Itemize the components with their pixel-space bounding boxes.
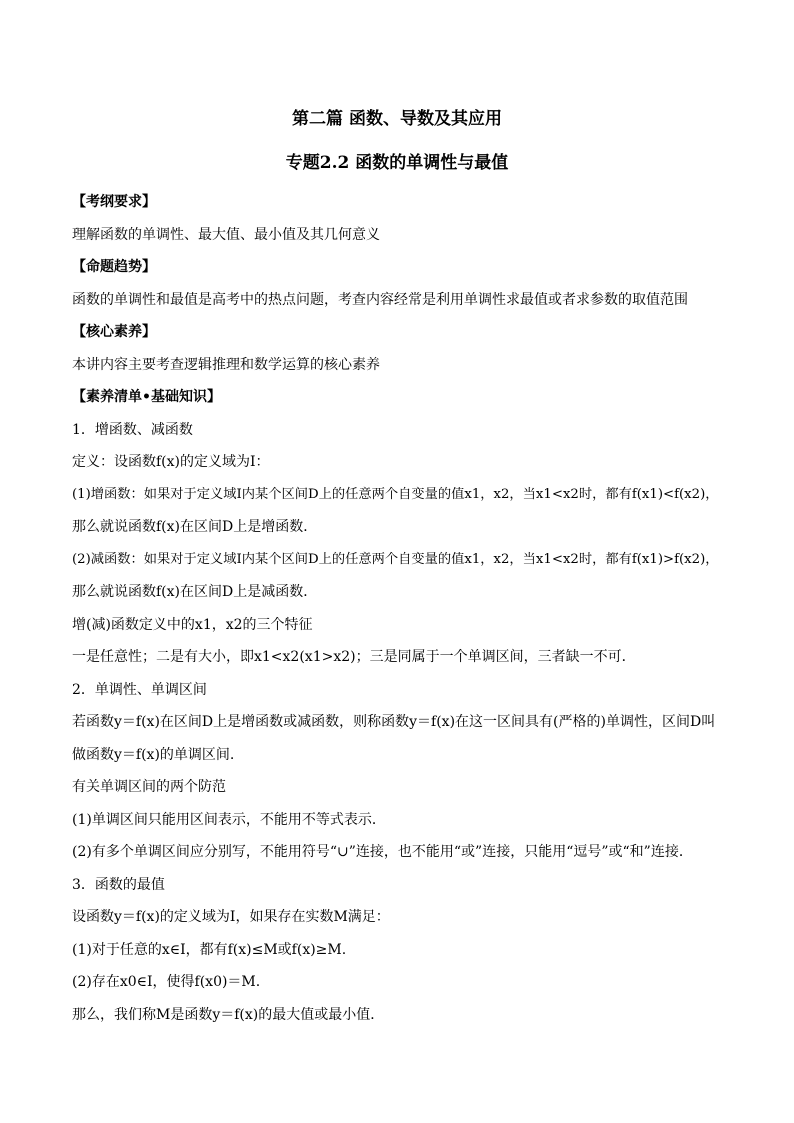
paragraph: 做函数y＝f(x)的单调区间. [72,746,235,763]
paragraph: 若函数y＝f(x)在区间D上是增函数或减函数，则称函数y＝f(x)在这一区间具有(严格的)单调性，区间D叫 [72,714,716,730]
subheading-monotonic-interval: 2．单调性、单调区间 [72,681,207,698]
document-body [72,186,722,1031]
paragraph: 那么，我们称M是函数y＝f(x)的最大值或最小值． [72,1006,385,1023]
paragraph: (1)增函数：如果对于定义域I内某个区间D上的任意两个自变量的值x1，x2，当x1<x2时，都有f(x1)<f(x2)， [72,486,719,502]
paragraph: 理解函数的单调性、最大值、最小值及其几何意义 [72,226,380,243]
paragraph: (1)对于任意的x∈I，都有f(x)≤M或f(x)≥M. [72,941,347,958]
paragraph: 那么就说函数f(x)在区间D上是增函数． [72,519,318,535]
subheading-extrema: 3．函数的最值 [72,876,165,893]
paragraph: 函数的单调性和最值是高考中的热点问题，考查内容经常是利用单调性求最值或者求参数的取值范围 [72,291,688,308]
subheading-increasing-decreasing: 1．增函数、减函数 [72,421,193,438]
paragraph: 增(减)函数定义中的x1，x2的三个特征 [72,616,313,633]
paragraph: 本讲内容主要考查逻辑推理和数学运算的核心素养 [72,356,380,373]
paragraph: 有关单调区间的两个防范 [72,779,226,795]
paragraph: (1)单调区间只能用区间表示，不能用不等式表示． [72,811,386,828]
paragraph: 那么就说函数f(x)在区间D上是减函数． [72,584,318,600]
paragraph: 一是任意性；二是有大小，即x1<x2(x1>x2)；三是同属于一个单调区间，三者缺一不可． [72,649,636,665]
paragraph: 设函数y＝f(x)的定义域为I，如果存在实数M满足： [72,909,390,925]
heading-basic-knowledge: 【素养清单•基础知识】 [72,389,221,405]
paragraph: 定义：设函数f(x)的定义域为I： [72,454,270,470]
section-title: 专题2.2 函数的单调性与最值 [285,153,509,173]
paragraph: (2)有多个单调区间应分别写，不能用符号“∪”连接，也不能用“或”连接，只能用“逗号”或“和”连接． [72,844,693,860]
heading-core-literacy: 【核心素养】 [72,324,156,340]
paragraph: (2)减函数：如果对于定义域I内某个区间D上的任意两个自变量的值x1，x2，当x1<x2时，都有f(x1)>f(x2)， [72,551,719,567]
heading-exam-requirements: 【考纲要求】 [72,194,156,210]
heading-trend: 【命题趋势】 [72,259,156,275]
paragraph: (2)存在x0∈I，使得f(x0)＝M. [72,974,261,990]
chapter-title: 第二篇 函数、导数及其应用 [292,109,502,129]
